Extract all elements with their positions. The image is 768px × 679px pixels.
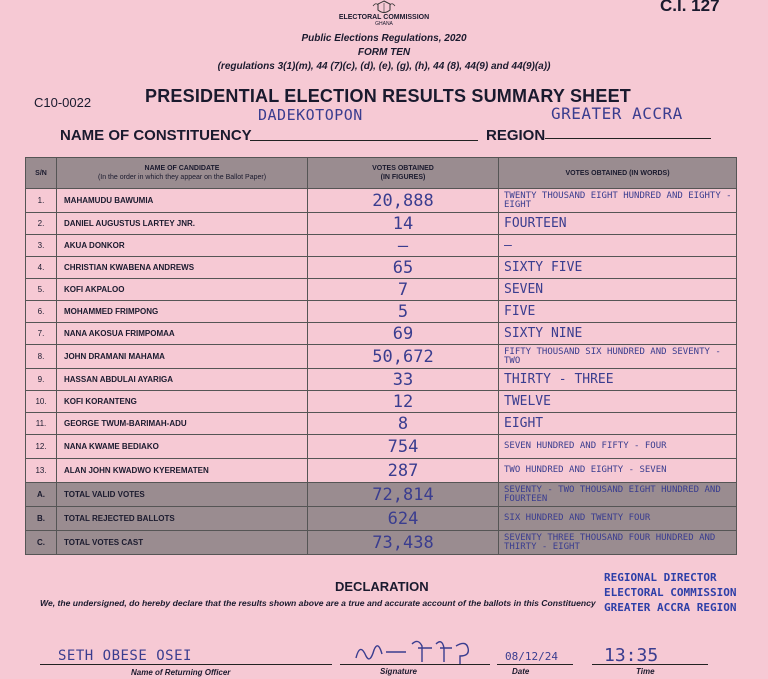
votes-figures-header-title: VOTES OBTAINED	[372, 165, 434, 172]
votes-words-cell: FOURTEEN	[499, 213, 737, 235]
table-header-row	[26, 158, 737, 189]
candidate-name-cell: TOTAL VOTES CAST	[57, 531, 308, 555]
date-value: 08/12/24	[505, 650, 558, 663]
candidate-name-cell: NANA AKOSUA FRIMPOMAA	[57, 323, 308, 345]
votes-figures-cell: 5	[308, 301, 499, 323]
candidate-name-cell: ALAN JOHN KWADWO KYEREMATEN	[57, 459, 308, 483]
candidate-name-header-title: NAME OF CANDIDATE	[144, 165, 220, 172]
country-name: GHANA	[375, 21, 393, 27]
signature-scribble	[352, 636, 482, 666]
votes-words-cell: TWELVE	[499, 391, 737, 413]
table-row	[26, 369, 737, 391]
region-underline	[545, 138, 711, 139]
official-stamp	[604, 570, 768, 615]
votes-words-cell: SEVENTY - TWO THOUSAND EIGHT HUNDRED AND FOURTEEN	[499, 483, 737, 507]
stamp-line: REGIONAL DIRECTOR	[604, 571, 717, 584]
table-row	[26, 301, 737, 323]
votes-words-cell: TWENTY THOUSAND EIGHT HUNDRED AND EIGHTY - EIGHT	[499, 189, 737, 213]
candidate-name-cell: TOTAL VALID VOTES	[57, 483, 308, 507]
votes-words-header: VOTES OBTAINED (IN WORDS)	[499, 158, 737, 189]
time-value: 13:35	[604, 645, 659, 666]
candidate-name-cell: GEORGE TWUM-BARIMAH-ADU	[57, 413, 308, 435]
sn-cell: B.	[26, 507, 57, 531]
votes-figures-cell: 72,814	[308, 483, 499, 507]
votes-figures-cell: 65	[308, 257, 499, 279]
table-row	[26, 435, 737, 459]
constituency-code: C10-0022	[34, 95, 92, 110]
votes-figures-cell: 20,888	[308, 189, 499, 213]
candidate-name-cell: AKUA DONKOR	[57, 235, 308, 257]
form-name: FORM TEN	[357, 47, 411, 58]
table-row	[26, 213, 737, 235]
votes-words-cell: SIX HUNDRED AND TWENTY FOUR	[499, 507, 737, 531]
total-row	[26, 507, 737, 531]
votes-figures-cell: 7	[308, 279, 499, 301]
votes-figures-cell: 8	[308, 413, 499, 435]
stamp-line: GREATER ACCRA REGION	[604, 601, 737, 614]
stamp-line: ELECTORAL COMMISSION	[604, 586, 737, 599]
candidate-name-cell: DANIEL AUGUSTUS LARTEY JNR.	[57, 213, 308, 235]
votes-words-cell: FIVE	[499, 301, 737, 323]
regulations-title: Public Elections Regulations, 2020	[301, 33, 467, 44]
votes-figures-cell: 14	[308, 213, 499, 235]
votes-figures-cell: 33	[308, 369, 499, 391]
candidate-name-cell: KOFI AKPALOO	[57, 279, 308, 301]
regulations-block	[200, 32, 568, 74]
returning-officer-name: SETH OBESE OSEI	[58, 648, 192, 664]
candidate-name-cell: MAHAMUDU BAWUMIA	[57, 189, 308, 213]
constituency-value: DADEKOTOPON	[258, 106, 363, 124]
sn-cell: C.	[26, 531, 57, 555]
declaration-text: We, the undersigned, do hereby declare that the results shown above are a true and accurate account of the ballots in this Constituency	[40, 598, 596, 608]
table-row	[26, 459, 737, 483]
table-row	[26, 279, 737, 301]
votes-words-cell: SEVEN	[499, 279, 737, 301]
sn-cell: 9.	[26, 369, 57, 391]
votes-figures-header-note: (IN FIGURES)	[380, 174, 426, 181]
table-row	[26, 345, 737, 369]
sn-cell: 12.	[26, 435, 57, 459]
sn-cell: 2.	[26, 213, 57, 235]
regulations-reference: (regulations 3(1)(m), 44 (7)(c), (d), (e), (g), (h), 44 (8), 44(9) and 44(9)(a))	[217, 61, 551, 72]
region-label: REGION	[486, 127, 546, 144]
sn-cell: 8.	[26, 345, 57, 369]
candidate-name-cell: KOFI KORANTENG	[57, 391, 308, 413]
votes-figures-cell: 69	[308, 323, 499, 345]
sn-cell: 11.	[26, 413, 57, 435]
officer-label: Name of Returning Officer	[131, 668, 231, 677]
table-row	[26, 235, 737, 257]
votes-words-cell: EIGHT	[499, 413, 737, 435]
votes-figures-cell: 73,438	[308, 531, 499, 555]
votes-figures-cell: 754	[308, 435, 499, 459]
candidate-name-cell: CHRISTIAN KWABENA ANDREWS	[57, 257, 308, 279]
sn-cell: 7.	[26, 323, 57, 345]
votes-words-cell: THIRTY - THREE	[499, 369, 737, 391]
results-table	[25, 157, 737, 555]
sn-cell: 6.	[26, 301, 57, 323]
candidate-name-header	[57, 158, 308, 189]
total-row	[26, 483, 737, 507]
sn-cell: 3.	[26, 235, 57, 257]
candidate-name-header-note: (In the order in which they appear on the Ballot Paper)	[97, 174, 267, 181]
total-row	[26, 531, 737, 555]
signature-underline	[340, 664, 490, 665]
sn-cell: 10.	[26, 391, 57, 413]
ci-number: C.I. 127	[660, 0, 720, 15]
votes-words-cell: TWO HUNDRED AND EIGHTY - SEVEN	[499, 459, 737, 483]
table-row	[26, 189, 737, 213]
sn-cell: 1.	[26, 189, 57, 213]
signature-label: Signature	[380, 667, 417, 676]
votes-figures-cell: 287	[308, 459, 499, 483]
votes-figures-header	[308, 158, 499, 189]
candidate-name-cell: TOTAL REJECTED BALLOTS	[57, 507, 308, 531]
constituency-label: NAME OF CONSTITUENCY	[60, 127, 252, 144]
time-label: Time	[636, 667, 655, 676]
page-title: PRESIDENTIAL ELECTION RESULTS SUMMARY SHEET	[145, 86, 631, 106]
sn-cell: 5.	[26, 279, 57, 301]
declaration-title: DECLARATION	[335, 579, 429, 594]
votes-words-cell: SIXTY FIVE	[499, 257, 737, 279]
table-row	[26, 413, 737, 435]
candidate-name-cell: NANA KWAME BEDIAKO	[57, 435, 308, 459]
table-row	[26, 257, 737, 279]
sn-cell: 13.	[26, 459, 57, 483]
sn-cell: A.	[26, 483, 57, 507]
constituency-underline	[250, 140, 478, 141]
candidate-name-cell: JOHN DRAMANI MAHAMA	[57, 345, 308, 369]
commission-name: ELECTORAL COMMISSION	[338, 14, 430, 21]
region-value: GREATER ACCRA	[551, 104, 683, 123]
votes-figures-cell: —	[308, 235, 499, 257]
sn-header: S/N	[26, 158, 57, 189]
votes-words-cell: FIFTY THOUSAND SIX HUNDRED AND SEVENTY - TWO	[499, 345, 737, 369]
officer-underline	[40, 664, 332, 665]
time-underline	[592, 664, 708, 665]
votes-figures-cell: 624	[308, 507, 499, 531]
candidate-name-cell: MOHAMMED FRIMPONG	[57, 301, 308, 323]
sn-cell: 4.	[26, 257, 57, 279]
date-label: Date	[512, 667, 530, 676]
votes-figures-cell: 12	[308, 391, 499, 413]
date-underline	[497, 664, 573, 665]
candidate-name-cell: HASSAN ABDULAI AYARIGA	[57, 369, 308, 391]
votes-words-cell: SIXTY NINE	[499, 323, 737, 345]
table-row	[26, 391, 737, 413]
table-row	[26, 323, 737, 345]
votes-figures-cell: 50,672	[308, 345, 499, 369]
votes-words-cell: SEVENTY THREE THOUSAND FOUR HUNDRED AND THIRTY - EIGHT	[499, 531, 737, 555]
votes-words-cell: SEVEN HUNDRED AND FIFTY - FOUR	[499, 435, 737, 459]
votes-words-cell: —	[499, 235, 737, 257]
